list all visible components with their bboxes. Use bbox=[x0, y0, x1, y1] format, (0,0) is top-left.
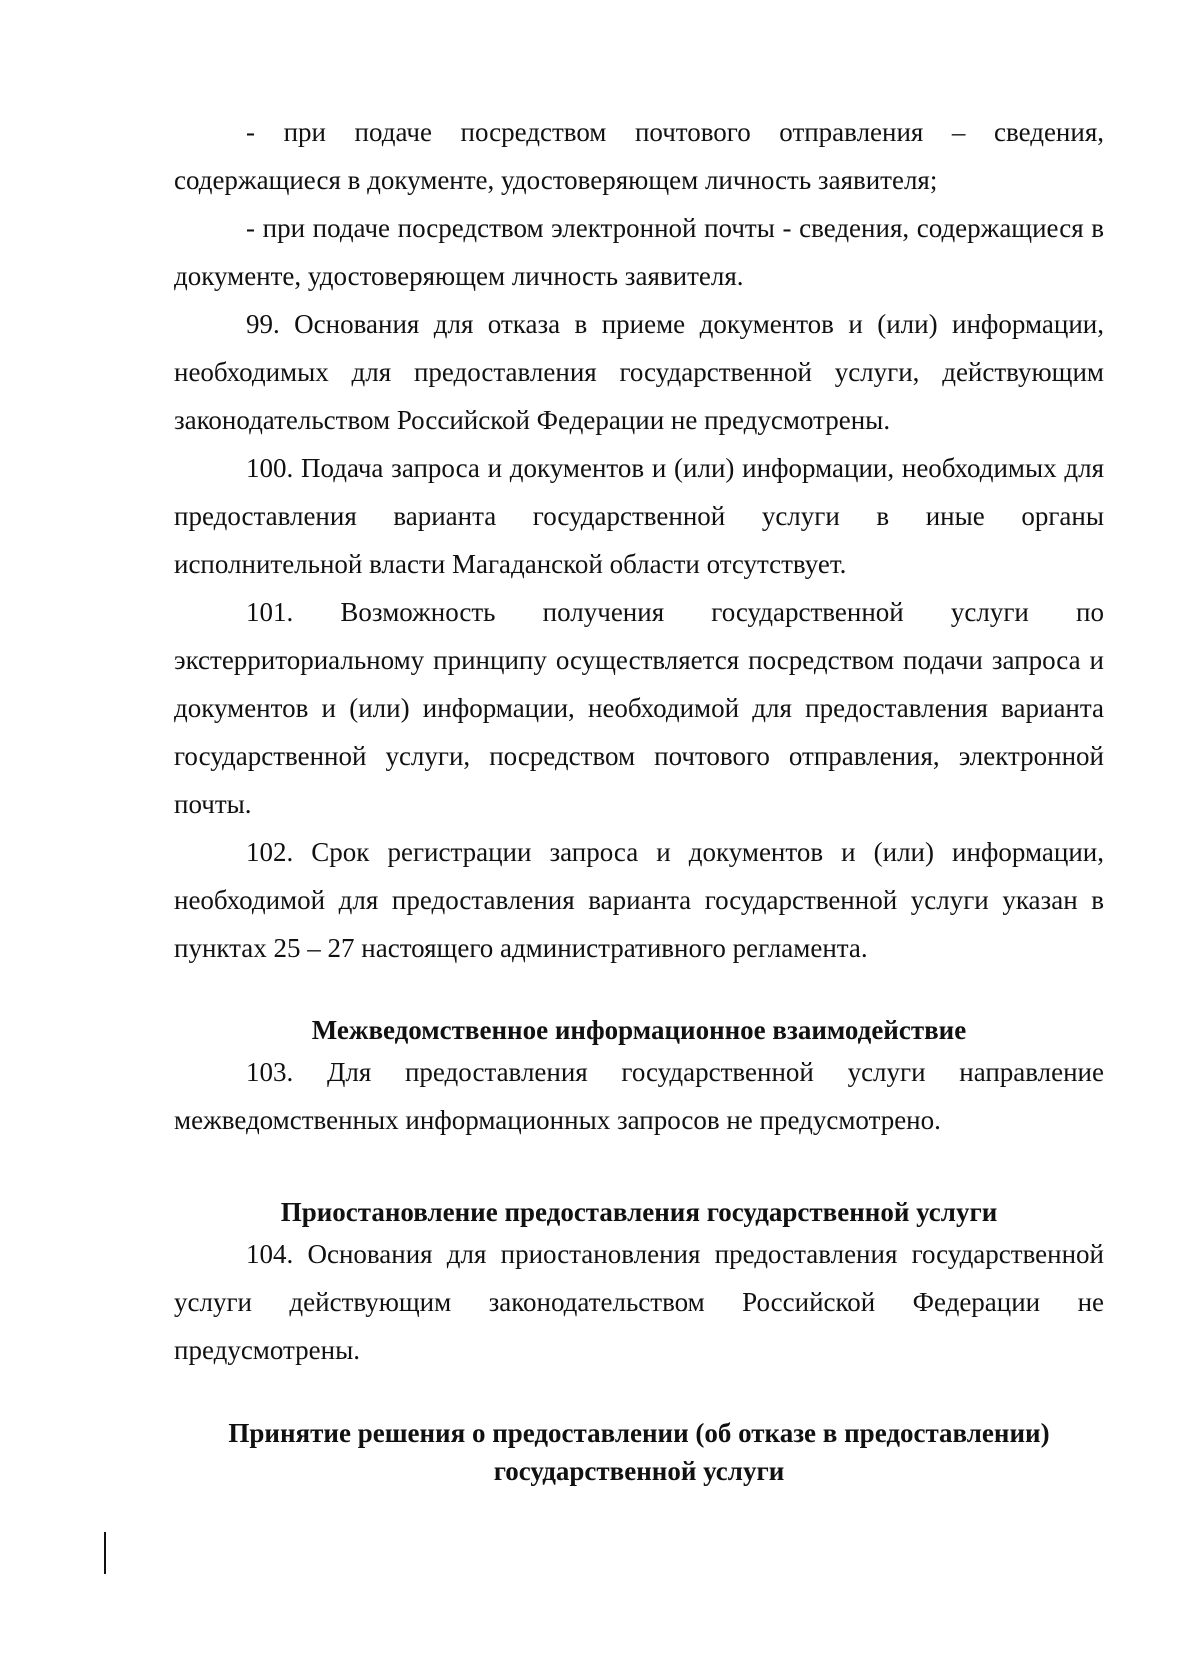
paragraph-104: 104. Основания для приостановления предоставления государственной услуги действующим законодательством Российской Федерации не предусмотрены. bbox=[174, 1239, 1104, 1365]
paragraph-102: 102. Срок регистрации запроса и документов и (или) информации, необходимой для предоставления варианта государственной услуги указан в пунктах 25 – 27 настоящего административного регламента. bbox=[174, 837, 1104, 963]
document-page bbox=[174, 108, 1104, 1490]
paragraph-103: 103. Для предоставления государственной услуги направление межведомственных информационных запросов не предусмотрено. bbox=[174, 1057, 1104, 1135]
paragraph-postal-submission: - при подаче посредством почтового отправления – сведения, содержащиеся в документе, удостоверяющем личность заявителя; bbox=[174, 117, 1104, 195]
paragraph-101: 101. Возможность получения государственной услуги по экстерриториальному принципу осуществляется посредством подачи запроса и документов и (или) информации, необходимой для предоставления варианта государственной услуги, посредством почтового отправления, электронной почты. bbox=[174, 597, 1104, 819]
paragraph-99: 99. Основания для отказа в приеме документов и (или) информации, необходимых для предоставления государственной услуги, действующим законодательством Российской Федерации не предусмотрены. bbox=[174, 309, 1104, 435]
section-heading-decision-line1: Принятие решения о предоставлении (об отказе в предоставлении) bbox=[228, 1418, 1050, 1448]
section-heading-decision-line2: государственной услуги bbox=[493, 1456, 785, 1486]
paragraph-100: 100. Подача запроса и документов и (или) информации, необходимых для предоставления варианта государственной услуги в иные органы исполнительной власти Магаданской области отсутствует. bbox=[174, 453, 1104, 579]
paragraph-email-submission: - при подаче посредством электронной почты - сведения, содержащиеся в документе, удостоверяющем личность заявителя. bbox=[174, 213, 1104, 291]
margin-change-bar bbox=[104, 1532, 106, 1574]
section-heading-decision bbox=[174, 1414, 1104, 1490]
section-heading-interagency: Межведомственное информационное взаимодействие bbox=[311, 1015, 967, 1045]
section-heading-suspension: Приостановление предоставления государственной услуги bbox=[280, 1197, 998, 1227]
